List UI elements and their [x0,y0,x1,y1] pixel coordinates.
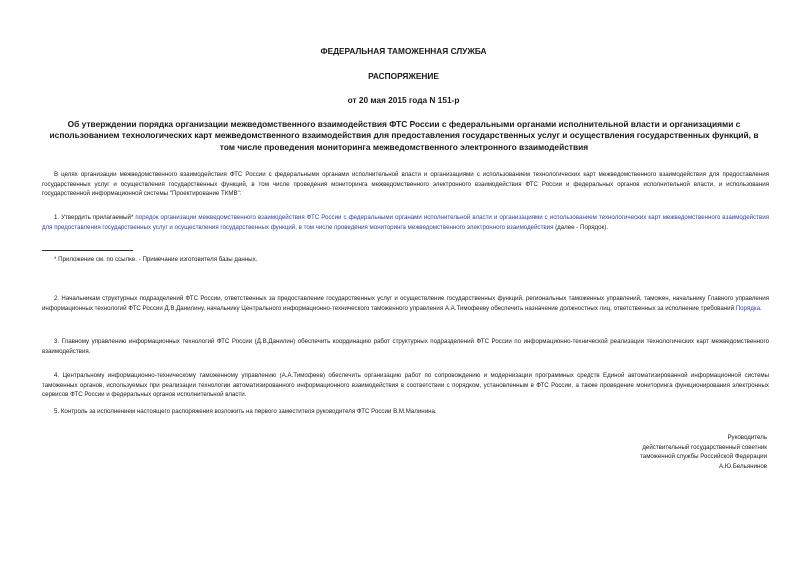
document-date: от 20 мая 2015 года N 151-р [347,95,460,105]
document-title: Об утверждении порядка организации межведомственного взаимодействия ФТС России с федеральными органами исполнительной власти и организациями с использованием технологических карт межведомственного взаимодействия для предоставления государственных услуг и осуществления государственных функций, в том числе проведения мониторинга межведомственного электронного взаимодействия [49,119,759,152]
signature-position: Руководитель [727,434,767,441]
item-2-paragraph [42,294,769,313]
item-2-text: 2. Начальникам структурных подразделений ФТС России, ответственных за предоставление государственных услуг и осуществление государственных функций, региональных таможенных управлений, таможен, начальнику Главного управления информационных технологий ФТС России Д.В.Данилину, начальнику Центрального информационно-технического таможенного управления А.А.Тимофееву обеспечить назначение должностных лиц, ответственных за исполнение требований [42,295,769,312]
footnote-divider [42,250,133,251]
preamble-paragraph: В целях организации межведомственного взаимодействия ФТС России с федеральными органами исполнительной власти и организациями с использованием технологических карт межведомственного взаимодействия для предоставления государственных услуг и осуществления государственных функций, в том числе проведения мониторинга межведомственного электронного взаимодействия ФТС России и федеральных органов исполнительной власти, и использования государственной информационной системы "Проектирование ТКМВ": [42,171,769,198]
signature-block [640,433,767,471]
item-2-suffix: . [760,304,762,312]
signature-rank: действительный государственный советник [642,443,767,451]
signature-rank-service: таможенной службы Российской Федерации [640,453,767,461]
item-4-paragraph: 4. Центральному информационно-техническому таможенному управлению (А.А.Тимофеев) обеспечить организацию работ по сопровождению и модернизации программных средств Единой автоматизированной информационной системы таможенных органов, используемых при реализации технологии автоматизированного информационного взаимодействия в соответствии с порядком, установленным в ФТС России, а также проведение мониторинга функционирования электронных сервисов ФТС России и федеральных органов исполнительной власти. [42,372,769,399]
item-1-suffix: (далее - Порядок). [553,223,608,231]
item-1-prefix: 1. Утвердить прилагаемый* [54,214,136,221]
signatory-name: А.Ю.Бельянинов [719,462,767,470]
agency-name: ФЕДЕРАЛЬНАЯ ТАМОЖЕННАЯ СЛУЖБА [320,46,487,56]
document-type: РАСПОРЯЖЕНИЕ [368,71,439,81]
item-1-paragraph [42,213,769,232]
footnote: * Приложение см. по ссылке. - Примечание изготовителя базы данных. [54,256,258,263]
procedure-link-2[interactable]: Порядка [735,304,761,312]
item-3-paragraph: 3. Главному управлению информационных технологий ФТС России (Д.В.Данилин) обеспечить координацию работ структурных подразделений ФТС России по информационно-технической реализации технологических карт межведомственного взаимодействия. [42,338,769,355]
procedure-link[interactable]: порядок организации межведомственного взаимодействия ФТС России с федеральными органами исполнительной власти и организациями с использованием технологических карт межведомственного взаимодействия для предоставления государственных услуг и осуществления государственных функций, в том числе проведения мониторинга межведомственного электронного взаимодействия [42,214,769,231]
item-5-paragraph: 5. Контроль за исполнением настоящего распоряжения возложить на первого заместителя руководителя ФТС России В.М.Малинина. [54,408,437,415]
